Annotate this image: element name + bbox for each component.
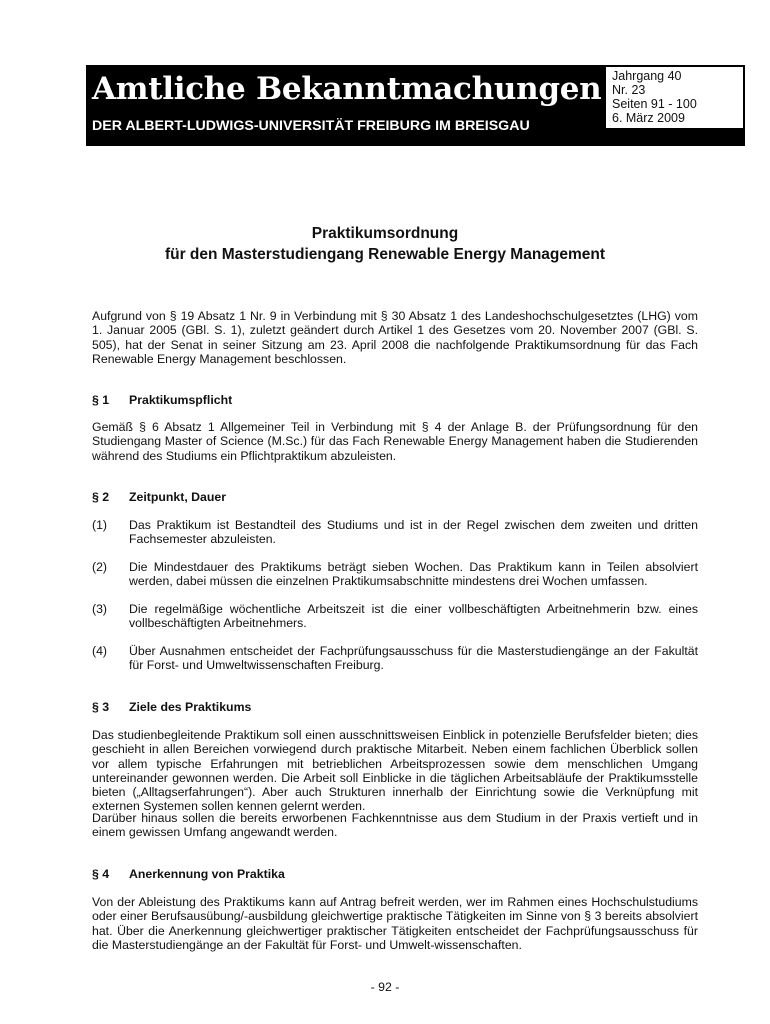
issue-volume: Jahrgang 40	[612, 69, 682, 83]
issue-pages: Seiten 91 - 100	[612, 97, 697, 111]
section-number: § 4	[92, 867, 110, 881]
item-number: (4)	[92, 644, 108, 658]
preamble: Aufgrund von § 19 Absatz 1 Nr. 9 in Verbindung mit § 30 Absatz 1 des Landeshochschulgesetztes (LHG) vom 1. Januar 2005 (GBl. S. 1), zuletzt geändert durch Artikel 1 des Gesetzes vom 20. November 2007 (GBl. S. 505), hat der Senat in seiner Sitzung am 23. April 2008 die nachfolgende Praktikumsordnung für das Fach Renewable Energy Management beschlossen.	[92, 309, 698, 366]
section-title: Ziele des Praktikums	[129, 700, 252, 714]
masthead	[86, 65, 606, 146]
issue-info-box	[606, 65, 745, 146]
document-subtitle: für den Masterstudiengang Renewable Energy Management	[164, 246, 606, 263]
item-text: Die regelmäßige wöchentliche Arbeitszeit ist die einer vollbeschäftigten Arbeitnehmerin bzw. eines vollbeschäftigten Arbeitnehmers.	[129, 602, 698, 631]
section-heading	[92, 867, 285, 881]
section-title: Praktikumspflicht	[129, 393, 233, 407]
item-text: Über Ausnahmen entscheidet der Fachprüfungsausschuss für die Masterstudiengänge an der Fakultät für Forst- und Umweltwissenschaften Freiburg.	[129, 644, 698, 673]
section-title: Anerkennung von Praktika	[129, 867, 285, 881]
section-text: Das studienbegleitende Praktikum soll einen ausschnittsweisen Einblick in potenzielle Berufsfelder bieten; dies geschieht in allen Bereichen vorwiegend durch praktische Mitarbeit. Neben einem fachlichen Überblick sollen vor allem typische Erfahrungen mit betrieblichen Arbeitsprozessen sowie dem menschlichen Umgang untereinander gewonnen werden. Die Arbeit soll Einblicke in die täglichen Arbeitsabläufe der Praktikumsstelle bieten („Alltagserfahrungen“). Aber auch Strukturen innerhalb der Einrichtung sowie die Verknüpfung mit externen Systemen sollen kennen gelernt werden.	[92, 728, 698, 814]
issue-number: Nr. 23	[612, 83, 646, 97]
issue-date: 6. März 2009	[612, 111, 685, 125]
document-title: Praktikumsordnung	[311, 225, 459, 242]
section-number: § 1	[92, 393, 110, 407]
section-text: Von der Ableistung des Praktikums kann auf Antrag befreit werden, wer im Rahmen eines Hochschulstudiums oder einer Berufsausübung/-ausbildung gleichwertige praktische Tätigkeiten im Sinne von § 3 bereits absolviert hat. Über die Anerkennung gleichwertiger praktischer Tätigkeiten entscheidet der Fachprüfungsausschuss für die Masterstudiengänge an der Fakultät für Forst- und Umwelt-wissenschaften.	[92, 895, 698, 952]
section-text-continued: Darüber hinaus sollen die bereits erworbenen Fachkenntnisse aus dem Studium in der Praxis vertieft und in einem gewissen Umfang angewandt werden.	[92, 811, 698, 840]
section-text: Gemäß § 6 Absatz 1 Allgemeiner Teil in Verbindung mit § 4 der Anlage B. der Prüfungsordnung für den Studiengang Master of Science (M.Sc.) für das Fach Renewable Energy Management haben die Studierenden während des Studiums ein Pflichtpraktikum abzuleisten.	[92, 420, 698, 463]
item-text: Die Mindestdauer des Praktikums beträgt sieben Wochen. Das Praktikum kann in Teilen absolviert werden, dabei müssen die einzelnen Praktikumsabschnitte mindestens drei Wochen umfassen.	[129, 560, 698, 589]
item-number: (1)	[92, 518, 108, 532]
item-text: Das Praktikum ist Bestandteil des Studiums und ist in der Regel zwischen dem zweiten und dritten Fachsemester abzuleisten.	[129, 518, 698, 547]
masthead-subtitle: DER ALBERT-LUDWIGS-UNIVERSITÄT FREIBURG IM BREISGAU	[92, 118, 530, 134]
section-heading	[92, 700, 251, 714]
section-title: Zeitpunkt, Dauer	[129, 490, 227, 504]
section-heading	[92, 393, 232, 407]
masthead-title: Amtliche Bekanntmachungen	[92, 71, 602, 107]
page-number: - 92 -	[370, 980, 400, 994]
item-number: (2)	[92, 560, 108, 574]
section-heading	[92, 490, 226, 504]
item-number: (3)	[92, 602, 108, 616]
section-number: § 3	[92, 700, 110, 714]
section-number: § 2	[92, 490, 110, 504]
